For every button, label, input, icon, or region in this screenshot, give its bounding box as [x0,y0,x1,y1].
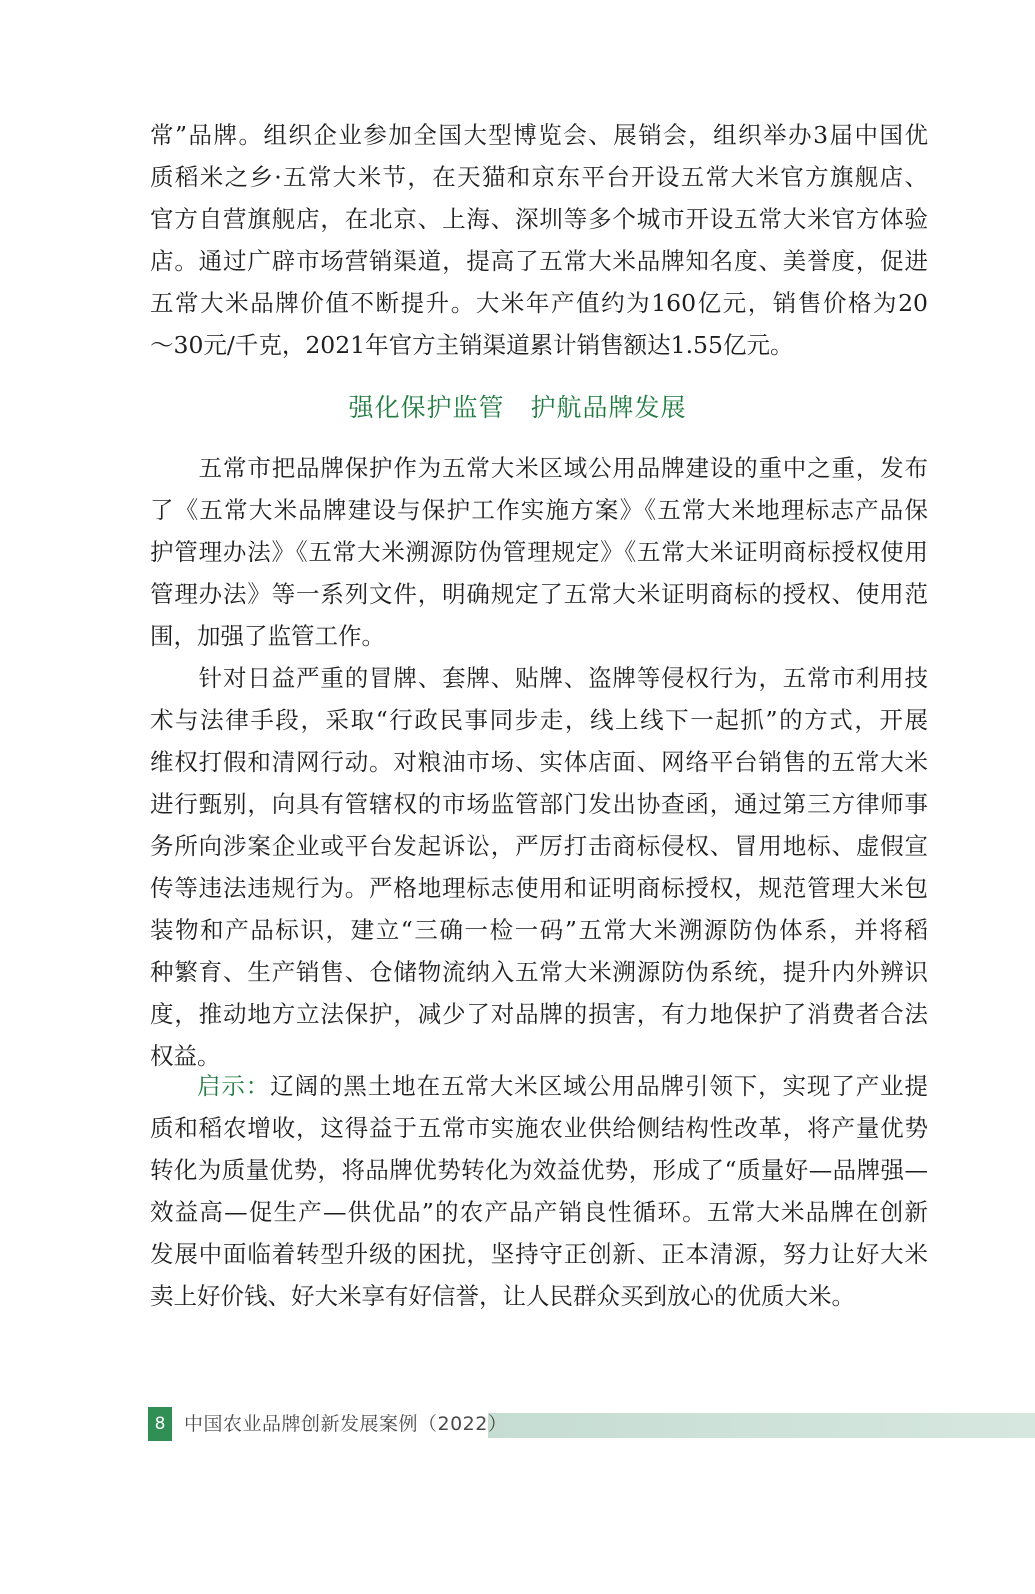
section-heading: 强化保护监管 护航品牌发展 [348,393,687,422]
paragraph-brand-protection [150,447,928,657]
insight-paragraph [150,1065,928,1317]
text-line: 护管理办法》《五常大米溯源防伪管理规定》《五常大米证明商标授权使用 [150,538,928,566]
text-line: 维权打假和清网行动。对粮油市场、实体店面、网络平台销售的五常大米 [150,748,928,776]
text-line: 针对日益严重的冒牌、套牌、贴牌、盗牌等侵权行为，五常市利用技 [150,664,928,692]
text-line: 进行甄别，向具有管辖权的市场监管部门发出协查函，通过第三方律师事 [150,790,928,818]
text-line: 官方自营旗舰店，在北京、上海、深圳等多个城市开设五常大米官方体验 [150,205,928,233]
running-footer-title: 中国农业品牌创新发展案例（2022） [184,1413,508,1435]
insight-first-line [150,1065,928,1107]
insight-label: 启示： [197,1072,271,1100]
text-line: 质和稻农增收，这得益于五常市实施农业供给侧结构性改革，将产量优势 [150,1114,928,1142]
text-line: 店。通过广辟市场营销渠道，提高了五常大米品牌知名度、美誉度，促进 [150,247,928,275]
text-line: 效益高—促生产—供优品”的农产品产销良性循环。五常大米品牌在创新 [150,1198,928,1226]
insight-first-text: 辽阔的黑土地在五常大米区域公用品牌引领下，实现了产业提 [270,1072,929,1100]
text-line: 传等违法违规行为。严格地理标志使用和证明商标授权，规范管理大米包 [150,874,928,902]
paragraph-anti-infringement [150,657,928,1077]
text-line: 务所向涉案企业或平台发起诉讼，严厉打击商标侵权、冒用地标、虚假宣 [150,832,928,860]
text-line: 权益。 [150,1042,221,1070]
text-line: 度，推动地方立法保护，减少了对品牌的损害，有力地保护了消费者合法 [150,1000,928,1028]
text-line: 装物和产品标识，建立“三确一检一码”五常大米溯源防伪体系，并将稻 [150,916,928,944]
text-line: 发展中面临着转型升级的困扰，坚持守正创新、正本清源，努力让好大米 [150,1240,928,1268]
text-line: 五常市把品牌保护作为五常大米区域公用品牌建设的重中之重，发布 [150,454,928,482]
text-line: ～30元/千克，2021年官方主销渠道累计销售额达1.55亿元。 [150,331,794,359]
text-line: 术与法律手段，采取“行政民事同步走，线上线下一起抓”的方式，开展 [150,706,928,734]
text-line: 常”品牌。组织企业参加全国大型博览会、展销会，组织举办3届中国优 [150,121,928,149]
footer-decor-bar [488,1413,1035,1438]
text-line: 围，加强了监管工作。 [150,622,385,650]
text-line: 质稻米之乡·五常大米节，在天猫和京东平台开设五常大米官方旗舰店、 [150,163,928,191]
text-line: 了《五常大米品牌建设与保护工作实施方案》《五常大米地理标志产品保 [150,496,928,524]
text-line: 转化为质量优势，将品牌优势转化为效益优势，形成了“质量好—品牌强— [150,1156,928,1184]
text-line: 五常大米品牌价值不断提升。大米年产值约为160亿元，销售价格为20 [150,289,928,317]
text-line: 种繁育、生产销售、仓储物流纳入五常大米溯源防伪系统，提升内外辨识 [150,958,928,986]
page-number: 8 [148,1407,172,1441]
text-line: 卖上好价钱、好大米享有好信誉，让人民群众买到放心的优质大米。 [150,1282,855,1310]
paragraph-top [150,114,928,366]
text-line: 管理办法》等一系列文件，明确规定了五常大米证明商标的授权、使用范 [150,580,928,608]
